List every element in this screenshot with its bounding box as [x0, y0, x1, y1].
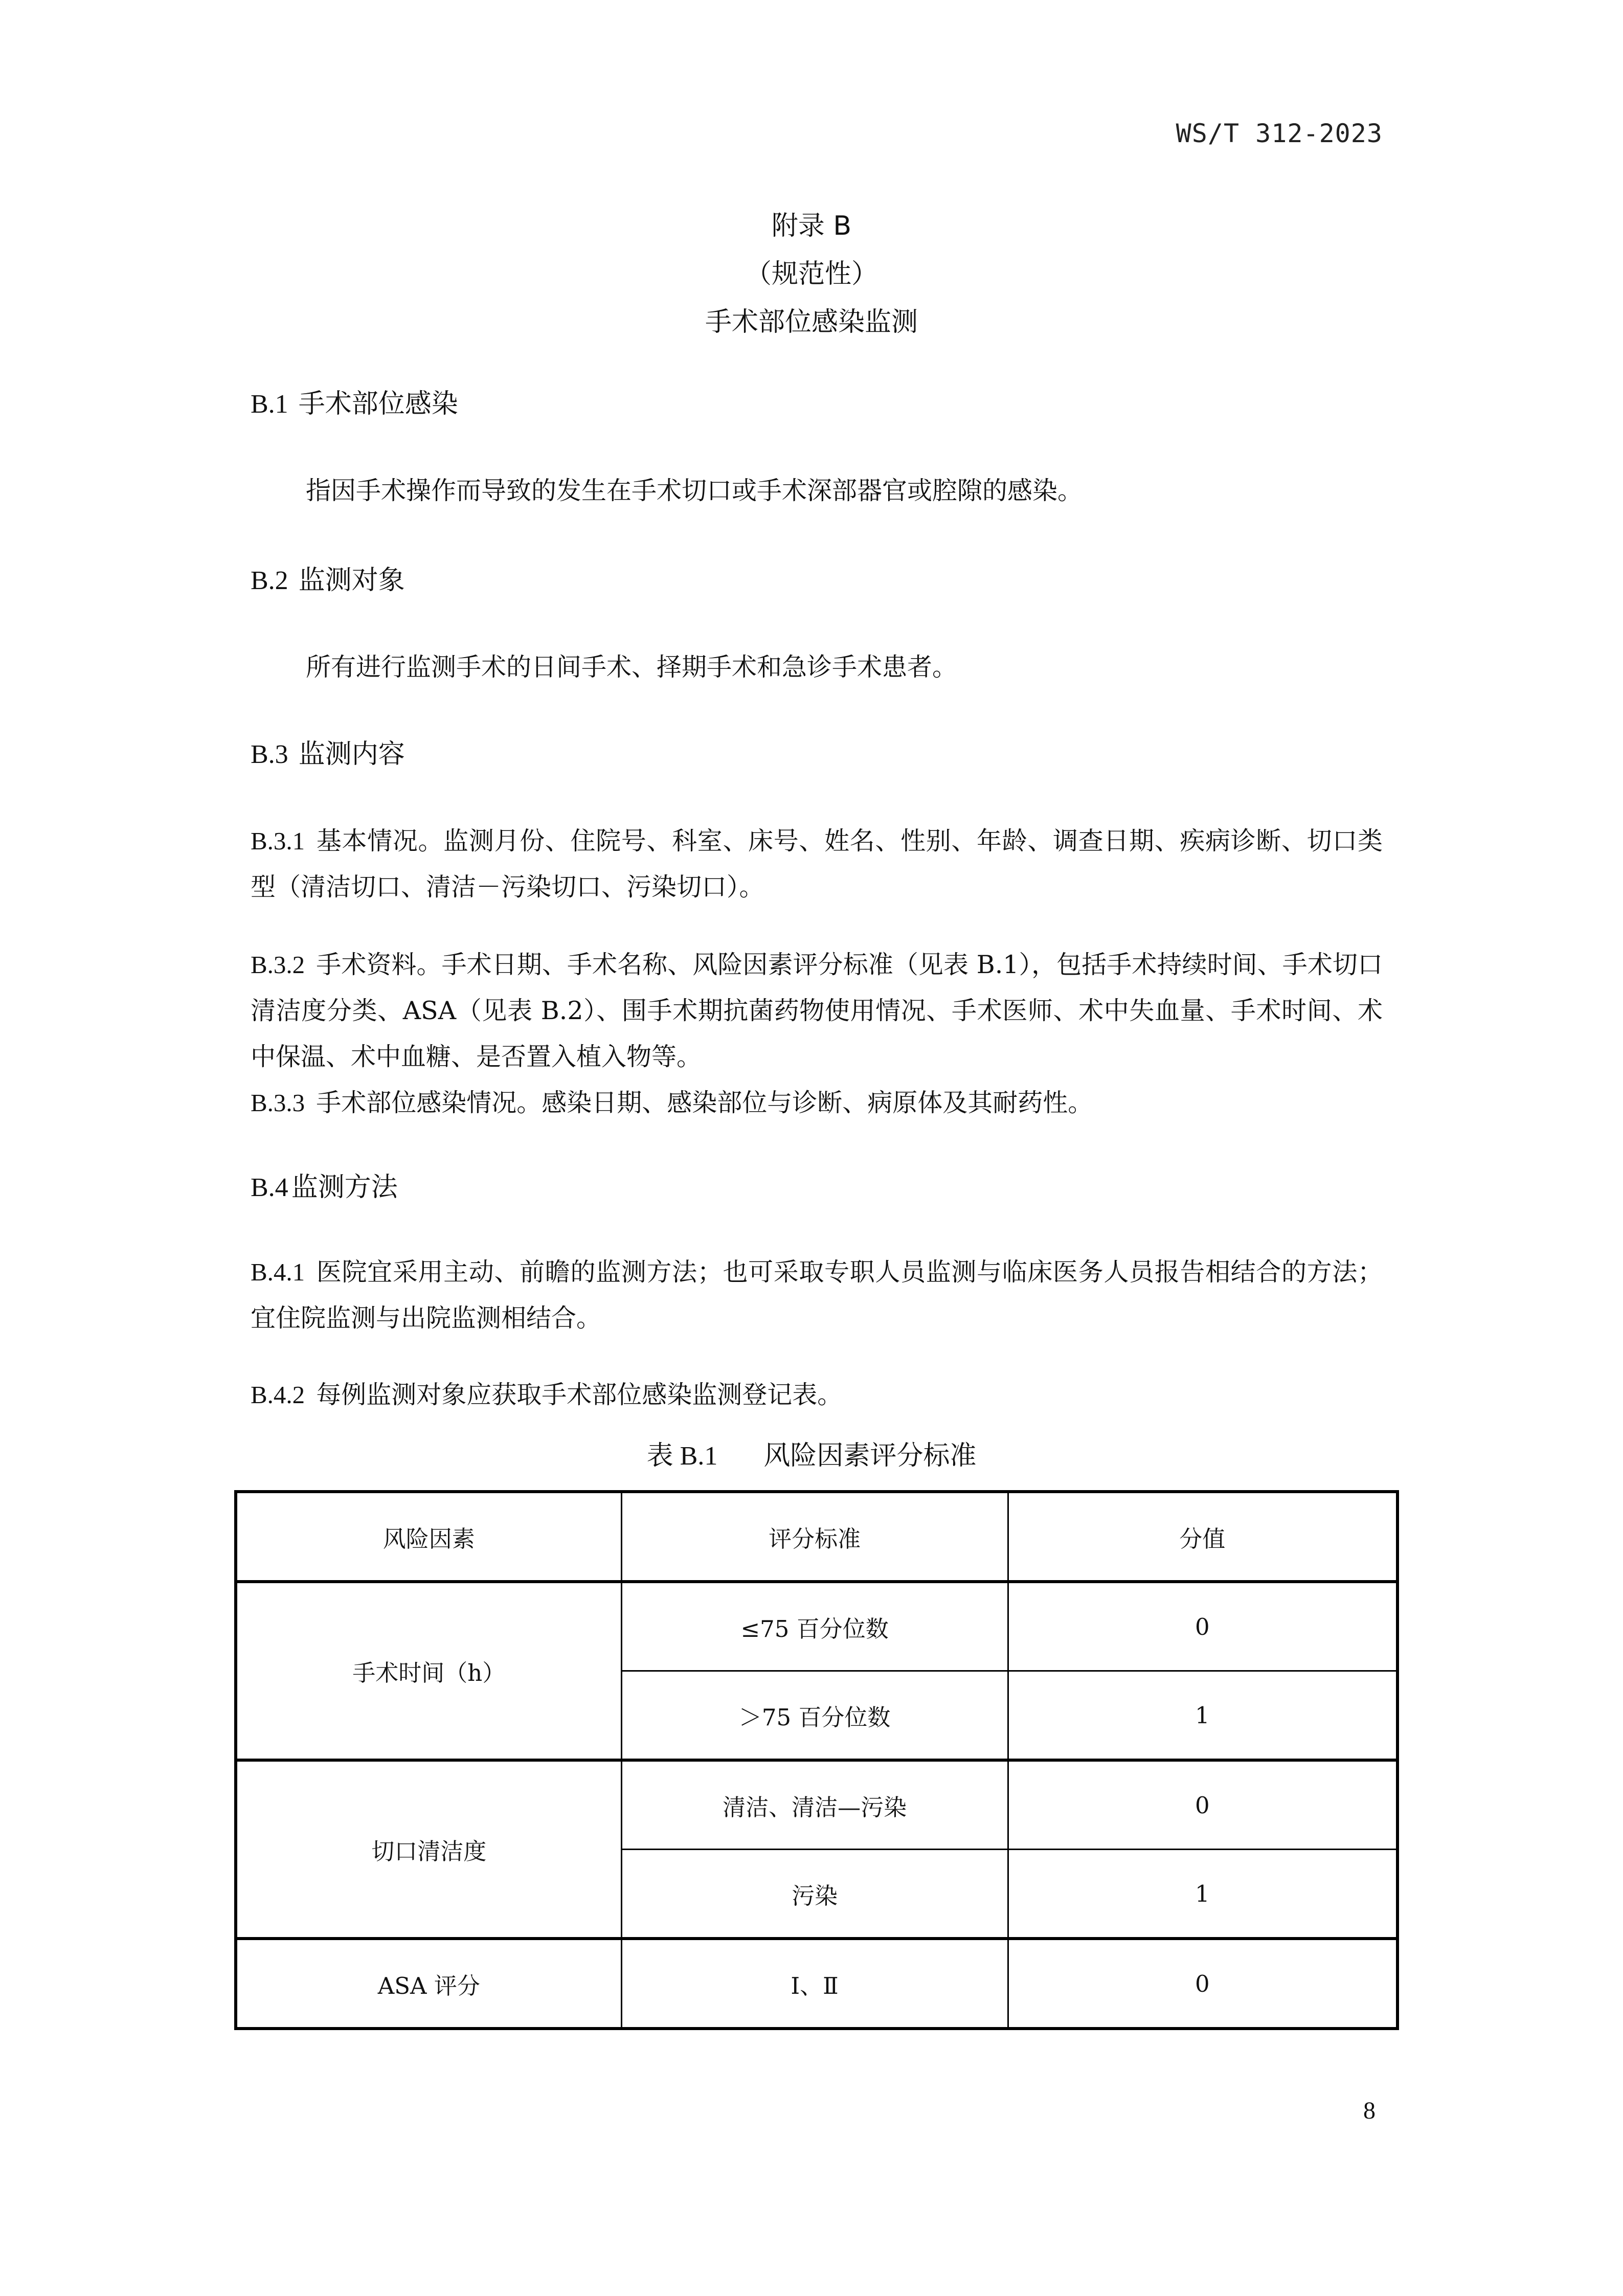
table-caption-number: 表 B.1	[646, 1442, 718, 1471]
section-title: 手术部位感染	[298, 389, 458, 419]
section-body-b2: 所有进行监测手术的日间手术、择期手术和急诊手术患者。	[306, 652, 958, 682]
section-number: B.2	[251, 566, 288, 595]
clause-b3-1	[251, 818, 1383, 910]
header-criterion: 评分标准	[621, 1492, 1008, 1582]
table-caption-title: 风险因素评分标准	[763, 1440, 977, 1471]
risk-factor-table	[234, 1490, 1399, 2030]
clause-number: B.4.2	[251, 1381, 305, 1409]
score-cell: 1	[1008, 1850, 1397, 1939]
criterion-cell: Ⅰ、Ⅱ	[621, 1939, 1008, 2029]
header-risk-factor: 风险因素	[236, 1492, 621, 1582]
criterion-cell: ≤75 百分位数	[621, 1582, 1008, 1671]
annex-label: 附录 B	[771, 211, 852, 241]
clause-text: 手术资料。手术日期、手术名称、风险因素评分标准（见表 B.1），包括手术持续时间、手术切口清洁度分类、ASA（见表 B.2）、围手术期抗菌药物使用情况、手术医师、术中失血量、手术时间、术中保温、术中血糖、是否置入植入物等。	[251, 950, 1383, 1071]
section-title: 监测对象	[298, 565, 405, 596]
score-cell: 0	[1008, 1582, 1397, 1671]
section-heading-b1	[251, 389, 458, 420]
score-cell: 0	[1008, 1760, 1397, 1850]
criterion-cell: 污染	[621, 1850, 1008, 1939]
section-number: B.3	[251, 740, 288, 769]
clause-b4-2	[251, 1372, 1383, 1418]
annex-heading	[0, 202, 1623, 346]
page-number: 8	[1363, 2097, 1376, 2124]
table-row	[236, 1582, 1397, 1671]
table-caption	[0, 1434, 1623, 1472]
criterion-cell: 清洁、清洁—污染	[621, 1760, 1008, 1850]
factor-cell: 切口清洁度	[236, 1760, 621, 1939]
clause-text: 基本情况。监测月份、住院号、科室、床号、姓名、性别、年龄、调查日期、疾病诊断、切口类型（清洁切口、清洁－污染切口、污染切口）。	[251, 826, 1383, 902]
factor-cell: 手术时间（h）	[236, 1582, 621, 1760]
section-heading-b4	[251, 1172, 398, 1203]
clause-b4-1	[251, 1249, 1383, 1341]
section-heading-b3	[251, 739, 405, 770]
section-body-b1: 指因手术操作而导致的发生在手术切口或手术深部器官或腔隙的感染。	[306, 476, 1083, 505]
table-row	[236, 1939, 1397, 2029]
clause-b3-3	[251, 1080, 1383, 1126]
annex-nature: （规范性）	[745, 259, 878, 289]
factor-cell: ASA 评分	[236, 1939, 621, 2029]
section-title: 监测方法	[291, 1172, 398, 1203]
criterion-cell: ＞75 百分位数	[621, 1671, 1008, 1761]
table-row	[236, 1760, 1397, 1850]
table-header-row	[236, 1492, 1397, 1582]
clause-text: 医院宜采用主动、前瞻的监测方法；也可采取专职人员监测与临床医务人员报告相结合的方法；宜住院监测与出院监测相结合。	[251, 1257, 1383, 1333]
section-number: B.1	[251, 390, 288, 419]
clause-text: 手术部位感染情况。感染日期、感染部位与诊断、病原体及其耐药性。	[316, 1088, 1093, 1117]
standard-code: WS/T 312-2023	[1176, 119, 1383, 148]
section-number: B.4	[251, 1173, 288, 1202]
clause-number: B.3.2	[251, 951, 305, 979]
clause-text: 每例监测对象应获取手术部位感染监测登记表。	[316, 1380, 843, 1409]
clause-number: B.4.1	[251, 1258, 305, 1286]
section-title: 监测内容	[298, 739, 405, 770]
score-cell: 1	[1008, 1671, 1397, 1761]
clause-number: B.3.1	[251, 827, 305, 855]
clause-b3-2	[251, 942, 1383, 1080]
section-heading-b2	[251, 565, 405, 596]
header-score: 分值	[1008, 1492, 1397, 1582]
clause-number: B.3.3	[251, 1089, 305, 1117]
score-cell: 0	[1008, 1939, 1397, 2029]
annex-title: 手术部位感染监测	[705, 307, 918, 337]
